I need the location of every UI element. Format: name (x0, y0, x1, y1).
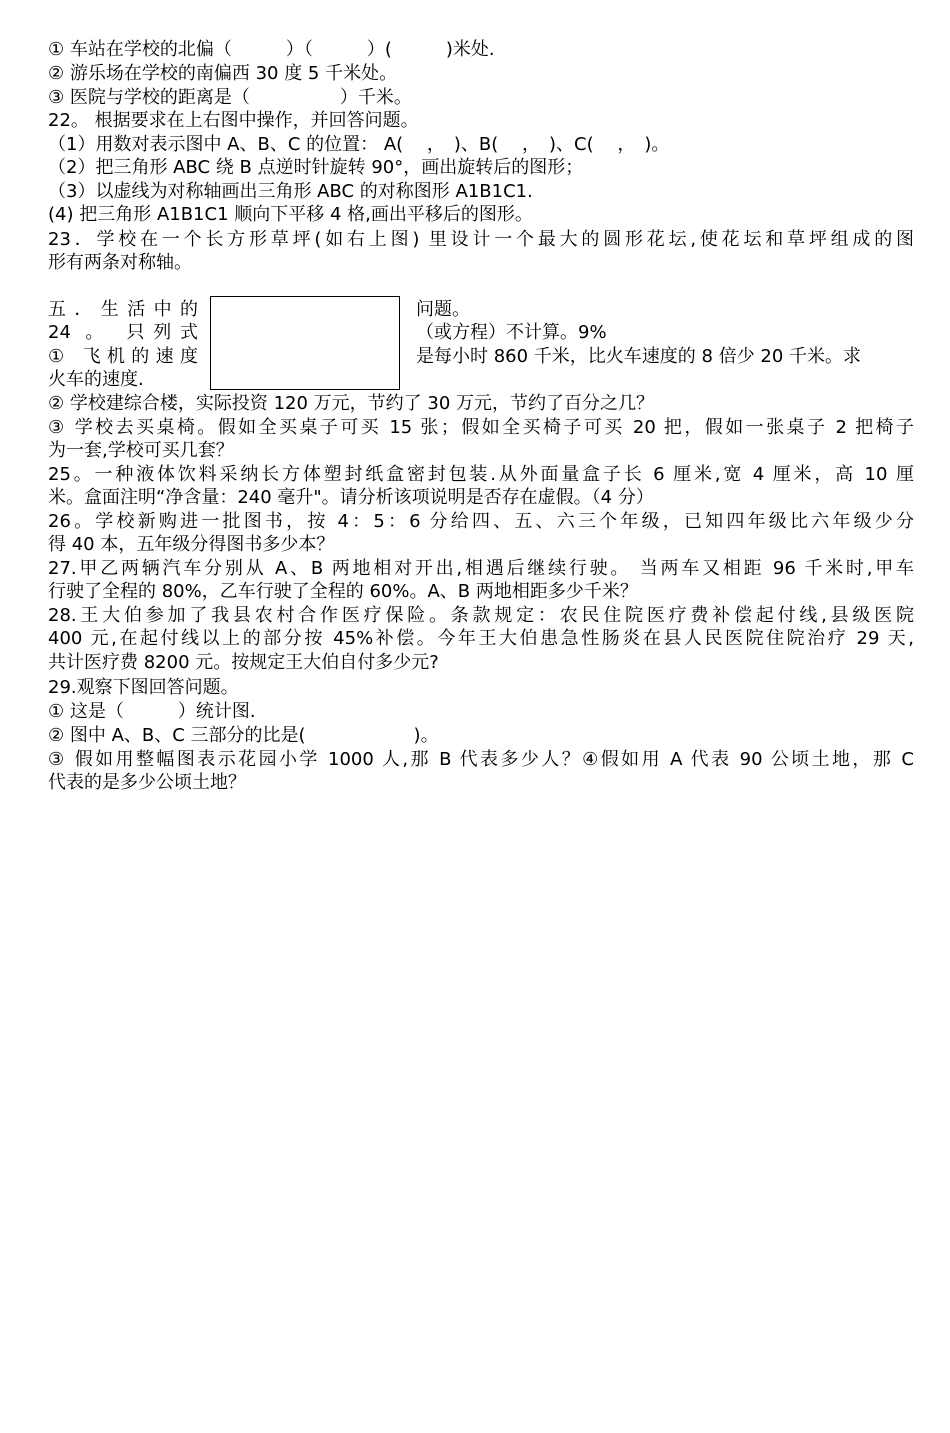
q29-item-3 (48, 748, 914, 795)
q25-line-1: 25。一种液体饮料采纳长方体塑封纸盒密封包装.从外面量盒子长 6 厘米,宽 4 厘米，高 10 厘 (48, 464, 914, 485)
q27-text (48, 557, 914, 604)
q29-item-1: ① 这是（ ）统计图. (48, 701, 256, 722)
q24-item-1-right: 是每小时 860 千米，比火车速度的 8 倍少 20 千米。求 (416, 345, 862, 367)
q22-title: 22。 根据要求在上右图中操作，并回答问题。 (48, 110, 419, 131)
q24-item-1-left: ① 飞机的速度 (48, 345, 198, 367)
q23-line-2: 形有两条对称轴。 (48, 252, 192, 274)
q25-line-2: 米。盒面注明“净含量：240 毫升"。请分析该项说明是否存在虚假。（4 分） (48, 487, 654, 509)
q22-part-1: （1）用数对表示图中 A、B、C 的位置： A( ， )、B( ， )、C( ， )。 (48, 134, 670, 155)
q23-line-1: 23．学校在一个长方形草坪(如右上图) 里设计一个最大的圆形花坛,使花坛和草坪组成的图 (48, 229, 914, 250)
section-five-right (416, 298, 916, 368)
q29-item-2: ② 图中 A、B、C 三部分的比是( )。 (48, 725, 439, 746)
q27-line-2: 行驶了全程的 80%，乙车行驶了全程的 60%。A、B 两地相距多少千米？ (48, 581, 638, 603)
q24-title-left: 24 。 只列式 (48, 322, 198, 344)
q24-item-3-line-1: ③ 学校去买桌椅。假如全买桌子可买 15 张；假如全买椅子可买 20 把，假如一张桌子 2 把椅子 (48, 417, 914, 438)
q21-item-1: ① 车站在学校的北偏（ ）（ ）( )米处. (48, 39, 495, 60)
q27-line-1: 27.甲乙两辆汽车分别从 A、B 两地相对开出,相遇后继续行驶。 当两车又相距 96 千米时,甲车 (48, 558, 914, 579)
q29-item-3-line-1: ③ 假如用整幅图表示花园小学 1000 人,那 B 代表多少人？④假如用 A 代表 90 公顷土地，那 C (48, 749, 914, 770)
q22-part-2: （2）把三角形 ABC 绕 B 点逆时针旋转 90°，画出旋转后的图形； (48, 157, 584, 178)
q29-item-3-line-2: 代表的是多少公顷土地？ (48, 772, 246, 794)
q24-title-right: （或方程）不计算。9% (416, 322, 607, 344)
q22-part-3: （3）以虚线为对称轴画出三角形 ABC 的对称图形 A1B1C1. (48, 181, 533, 202)
q24-item-1-end: 火车的速度. (48, 368, 144, 390)
q21-item-2: ② 游乐场在学校的南偏西 30 度 5 千米处。 (48, 63, 398, 84)
q28-line-2: 400 元,在起付线以上的部分按 45%补偿。今年王大伯患急性肠炎在县人民医院住院治疗 29 天, (48, 628, 914, 650)
section-five-title-right: 问题。 (416, 299, 470, 320)
q23-text (48, 228, 914, 275)
q24-item-3-line-2: 为一套,学校可买几套？ (48, 440, 234, 462)
q22-part-4: (4) 把三角形 A1B1C1 顺向下平移 4 格,画出平移后的图形。 (48, 204, 533, 225)
q25-text (48, 463, 914, 510)
section-five-left (48, 298, 198, 391)
q26-line-2: 得 40 本，五年级分得图书多少本？ (48, 534, 335, 556)
q21-item-3: ③ 医院与学校的距离是（ ）千米。 (48, 87, 412, 108)
q28-line-3: 共计医疗费 8200 元。按规定王大伯自付多少元? (48, 651, 439, 673)
q29-title: 29.观察下图回答问题。 (48, 677, 239, 698)
q24-item-3 (48, 416, 914, 463)
blank-image-box (210, 296, 400, 390)
section-five-title-left: 五．生活中的 (48, 299, 198, 320)
q24-item-2: ② 学校建综合楼，实际投资 120 万元，节约了 30 万元，节约了百分之几？ (48, 393, 655, 414)
q28-text (48, 604, 914, 674)
q28-line-1: 28.王大伯参加了我县农村合作医疗保险。条款规定：农民住院医疗费补偿起付线,县级医院 (48, 605, 914, 626)
q26-text (48, 510, 914, 557)
q26-line-1: 26。学校新购进一批图书，按 4：5：6 分给四、五、六三个年级，已知四年级比六年级少分 (48, 511, 914, 532)
